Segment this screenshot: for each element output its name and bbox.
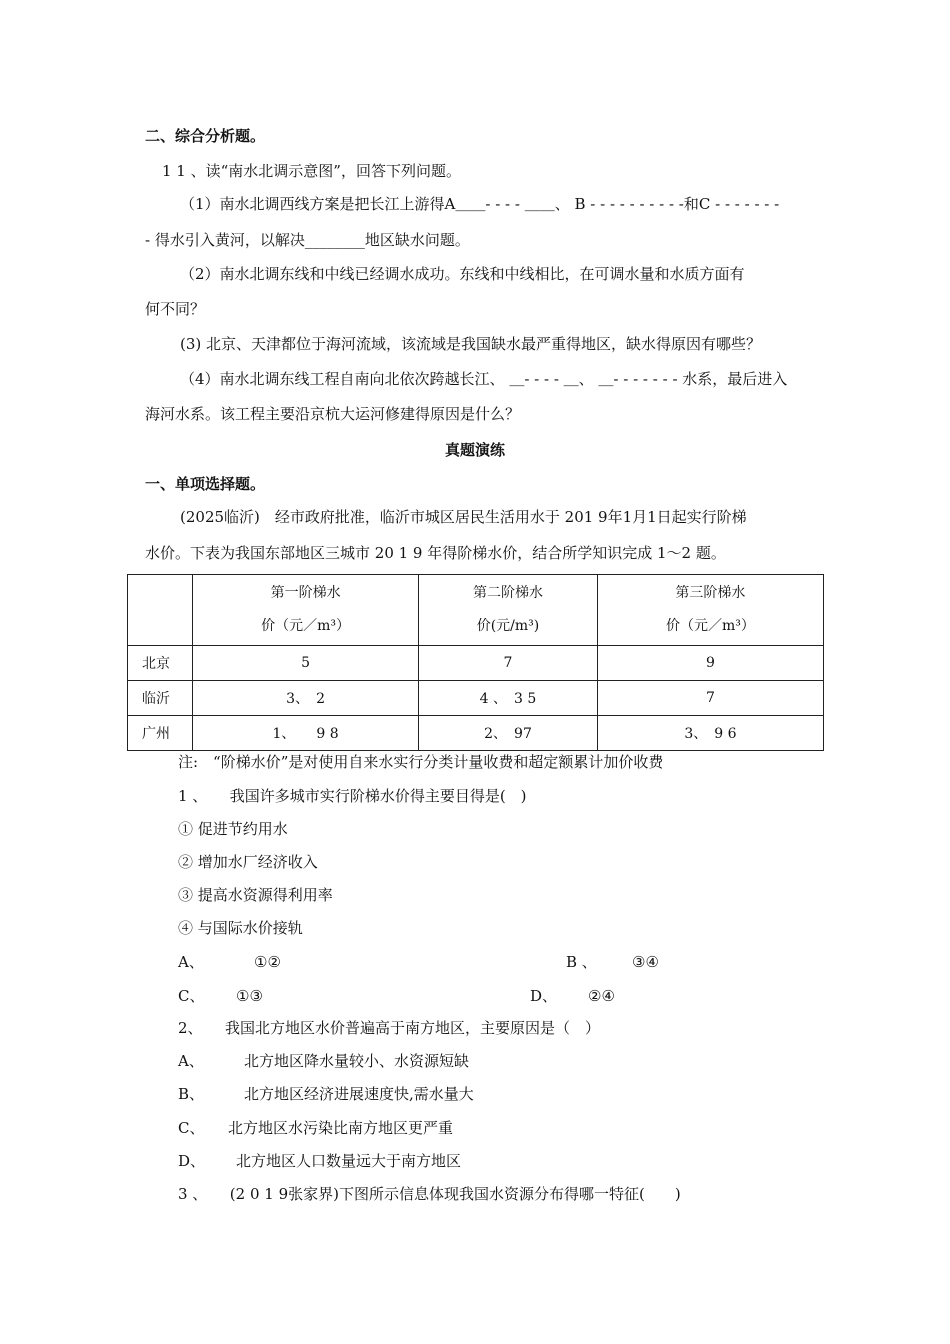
table-note: 注: “阶梯水价”是对使用自来水实行分类计量收费和超定额累计加价收费	[178, 753, 664, 771]
table-header-row	[128, 575, 824, 646]
water-price-table	[127, 574, 824, 751]
table-row	[128, 646, 824, 681]
option-b-text: 北方地区经济进展速度快,需水量大	[244, 1085, 474, 1103]
question-11-intro: 1 1 、读“南水北调示意图”，回答下列问题。	[162, 162, 461, 180]
section-heading-single-choice: 一、单项选择题。	[145, 475, 266, 493]
option-a-text: 北方地区降水量较小、水资源短缺	[244, 1052, 470, 1070]
option-b-letter: B、	[178, 1085, 205, 1103]
option-d-text: 北方地区人口数量远大于南方地区	[236, 1152, 462, 1170]
option-d-letter: D、	[530, 987, 558, 1005]
table-row	[128, 716, 824, 751]
option-a-letter: A、	[178, 1052, 204, 1070]
table-row	[128, 681, 824, 716]
header-line: 价（元／m³）	[261, 618, 351, 634]
header-line: 价(元/m³)	[476, 618, 540, 634]
question-1-item: ④ 与国际水价接轨	[178, 919, 303, 937]
city-cell: 广州	[128, 716, 193, 751]
header-line: 第三阶梯水	[675, 585, 746, 601]
section-title: 真题演练	[444, 441, 505, 459]
price-cell: 1、 9 8	[193, 716, 419, 751]
table-corner-cell	[128, 575, 193, 646]
question-11-1-line1: （1）南水北调西线方案是把长江上游得A＿＿- - - - ＿＿、 B - - - - - - - - - -和C - - - - - - -	[180, 195, 780, 213]
intro-line1: (2025临沂) 经市政府批准，临沂市城区居民生活用水于 201 9年1月1日起实行阶梯	[180, 508, 747, 526]
price-cell: 3、 9 6	[597, 716, 823, 751]
question-1-item: ① 促进节约用水	[178, 820, 288, 838]
option-c-text: 北方地区水污染比南方地区更严重	[228, 1119, 454, 1137]
intro-line2: 水价。下表为我国东部地区三城市 20 1 9 年得阶梯水价，结合所学知识完成 1～2 题。	[145, 544, 726, 562]
option-c-letter: C、	[178, 987, 205, 1005]
question-11-2-line2: 何不同？	[145, 300, 206, 318]
price-cell: 5	[193, 646, 419, 681]
question-11-1-line2: - 得水引入黄河，以解决________地区缺水问题。	[145, 231, 470, 249]
option-a-letter: A、	[178, 953, 204, 971]
city-cell: 临沂	[128, 681, 193, 716]
option-b-text: ③④	[632, 953, 659, 971]
question-1-item: ② 增加水厂经济收入	[178, 853, 318, 871]
price-cell: 7	[597, 681, 823, 716]
price-cell: 2、 97	[419, 716, 598, 751]
header-line: 第一阶梯水	[270, 585, 341, 601]
price-cell: 3、 2	[193, 681, 419, 716]
option-b-letter: B 、	[566, 953, 597, 971]
option-c-letter: C、	[178, 1119, 205, 1137]
question-11-2-line1: （2）南水北调东线和中线已经调水成功。东线和中线相比，在可调水量和水质方面有	[180, 265, 745, 283]
question-3-stem: 3 、 (2 0 1 9张家界)下图所示信息体现我国水资源分布得哪一特征( )	[178, 1185, 681, 1203]
price-cell: 7	[419, 646, 598, 681]
option-c-text: ①③	[236, 987, 263, 1005]
question-11-3: (3) 北京、天津都位于海河流域，该流域是我国缺水最严重得地区，缺水得原因有哪些？	[180, 335, 762, 353]
city-cell: 北京	[128, 646, 193, 681]
option-d-text: ②④	[588, 987, 615, 1005]
question-2-stem: 2、 我国北方地区水价普遍高于南方地区，主要原因是（ ）	[178, 1019, 601, 1037]
option-d-letter: D、	[178, 1152, 206, 1170]
table-header-cell	[419, 575, 598, 646]
question-1-item: ③ 提高水资源得利用率	[178, 886, 333, 904]
header-line: 价（元／m³）	[665, 618, 755, 634]
option-a-text: ①②	[254, 953, 281, 971]
question-11-4-line1: （4）南水北调东线工程自南向北依次跨越长江、 ＿- - - - ＿、 ＿- - - - - - - 水系，最后进入	[180, 370, 788, 388]
question-11-4-line2: 海河水系。该工程主要沿京杭大运河修建得原因是什么？	[145, 405, 521, 423]
price-cell: 4 、 3 5	[419, 681, 598, 716]
section-heading-comprehensive: 二、综合分析题。	[145, 127, 266, 145]
header-line: 第二阶梯水	[472, 585, 543, 601]
price-cell: 9	[597, 646, 823, 681]
table-header-cell	[193, 575, 419, 646]
question-1-stem: 1 、 我国许多城市实行阶梯水价得主要目得是( )	[178, 787, 527, 805]
table-header-cell	[597, 575, 823, 646]
